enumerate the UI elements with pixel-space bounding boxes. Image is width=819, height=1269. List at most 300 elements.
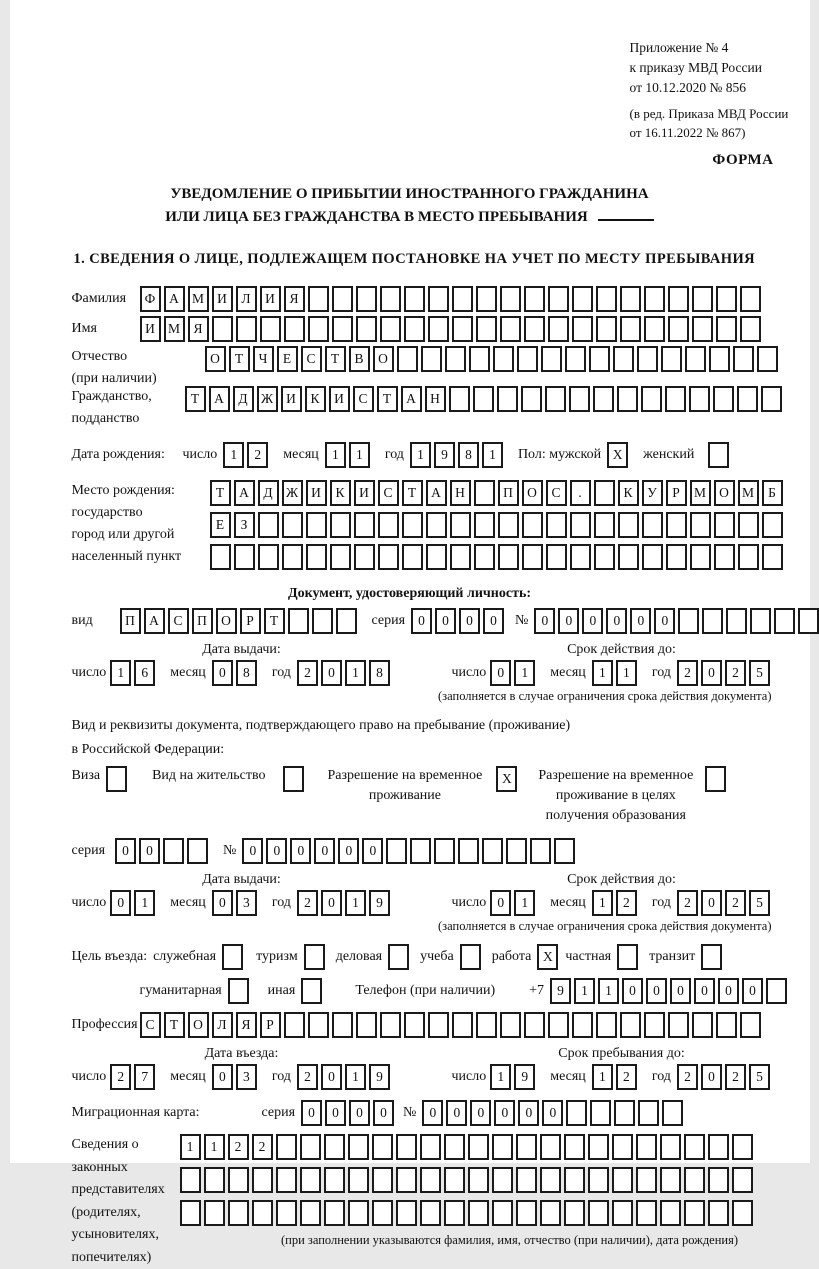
stay-month-field[interactable] bbox=[592, 1064, 640, 1090]
issue-year-field[interactable] bbox=[297, 660, 393, 686]
char-box bbox=[690, 544, 711, 570]
char-box bbox=[660, 1200, 681, 1226]
entry-date-headings bbox=[72, 1046, 810, 1062]
migration-series-label: серия bbox=[262, 1105, 296, 1121]
phone-field[interactable] bbox=[550, 978, 790, 1004]
char-box: 0 bbox=[212, 660, 233, 686]
char-box: С bbox=[301, 346, 322, 372]
char-box: 0 bbox=[558, 608, 579, 634]
residence-valid-year-label: год bbox=[652, 895, 671, 911]
char-box: Н bbox=[450, 480, 471, 506]
migration-card-label: Миграционная карта: bbox=[72, 1105, 222, 1121]
visa-checkbox[interactable] bbox=[106, 766, 127, 792]
char-box bbox=[312, 608, 333, 634]
residence-issue-year-field[interactable] bbox=[297, 890, 393, 916]
appendix-line: к приказу МВД России bbox=[630, 58, 810, 78]
char-box: 0 bbox=[742, 978, 763, 1004]
birth-place-field-row3[interactable] bbox=[210, 544, 786, 570]
char-box bbox=[284, 1012, 305, 1038]
char-box bbox=[569, 386, 590, 412]
char-box bbox=[473, 386, 494, 412]
char-box: 0 bbox=[718, 978, 739, 1004]
edu-residence-label-line3: получения образования bbox=[538, 806, 693, 826]
sex-male-checkbox[interactable]: X bbox=[607, 442, 628, 468]
char-box bbox=[620, 1012, 641, 1038]
identity-doc-heading: Документ, удостоверяющий личность: bbox=[10, 586, 810, 602]
purpose-option-transit bbox=[649, 944, 725, 970]
identity-doc-note: (заполняется в случае ограничения срока действия документа) bbox=[72, 689, 772, 704]
birth-day-label: число bbox=[183, 447, 218, 463]
char-box bbox=[732, 1134, 753, 1160]
section1-heading: 1. СВЕДЕНИЯ О ЛИЦЕ, ПОДЛЕЖАЩЕМ ПОСТАНОВКЕ НА УЧЕТ ПО МЕСТУ ПРЕБЫВАНИЯ bbox=[74, 251, 802, 268]
char-box bbox=[458, 838, 479, 864]
char-box bbox=[593, 386, 614, 412]
birth-year-field[interactable] bbox=[410, 442, 506, 468]
char-box bbox=[386, 838, 407, 864]
char-box bbox=[540, 1167, 561, 1193]
char-box bbox=[517, 346, 538, 372]
residence-valid-day-field[interactable] bbox=[490, 890, 538, 916]
residence-valid-heading: Срок действия до: bbox=[452, 872, 792, 888]
char-box: П bbox=[192, 608, 213, 634]
purpose-official-label: служебная bbox=[153, 949, 216, 965]
representatives-field-row3[interactable] bbox=[180, 1200, 790, 1226]
representatives-rows bbox=[180, 1134, 790, 1248]
purpose-humanitarian-checkbox[interactable] bbox=[228, 978, 249, 1004]
char-box bbox=[588, 1134, 609, 1160]
char-box bbox=[612, 1200, 633, 1226]
entry-day-field[interactable] bbox=[110, 1064, 158, 1090]
residence-valid-year-field[interactable] bbox=[677, 890, 773, 916]
char-box: 0 bbox=[321, 1064, 342, 1090]
char-box: 2 bbox=[297, 660, 318, 686]
surname-row bbox=[72, 286, 810, 312]
entry-month-field[interactable] bbox=[212, 1064, 260, 1090]
char-box bbox=[282, 512, 303, 538]
char-box: Д bbox=[258, 480, 279, 506]
char-box bbox=[761, 386, 782, 412]
char-box bbox=[444, 1200, 465, 1226]
appendix-line: от 10.12.2020 № 856 bbox=[630, 78, 810, 98]
char-box bbox=[410, 838, 431, 864]
edu-residence-option bbox=[538, 766, 729, 826]
char-box bbox=[380, 316, 401, 342]
char-box: 1 bbox=[598, 978, 619, 1004]
purpose-option-business bbox=[336, 944, 412, 970]
representatives-field-row1[interactable] bbox=[180, 1134, 790, 1160]
char-box bbox=[566, 1100, 587, 1126]
char-box bbox=[332, 286, 353, 312]
char-box: Я bbox=[236, 1012, 257, 1038]
valid-year-field[interactable] bbox=[677, 660, 773, 686]
char-box bbox=[614, 1100, 635, 1126]
char-box bbox=[644, 286, 665, 312]
char-box bbox=[708, 1200, 729, 1226]
char-box bbox=[260, 316, 281, 342]
char-box: 2 bbox=[725, 660, 746, 686]
char-box bbox=[516, 1167, 537, 1193]
char-box: 0 bbox=[701, 660, 722, 686]
char-box: 2 bbox=[228, 1134, 249, 1160]
char-box bbox=[212, 316, 233, 342]
char-box bbox=[740, 316, 761, 342]
stay-year-label: год bbox=[652, 1069, 671, 1085]
char-box bbox=[492, 1167, 513, 1193]
char-box bbox=[332, 316, 353, 342]
birth-place-label-city2: населенный пункт bbox=[72, 546, 210, 568]
stay-until-group bbox=[452, 1064, 773, 1090]
char-box: 1 bbox=[616, 660, 637, 686]
issue-date-heading: Дата выдачи: bbox=[72, 642, 412, 658]
char-box bbox=[692, 286, 713, 312]
char-box: Ф bbox=[140, 286, 161, 312]
char-box: 0 bbox=[373, 1100, 394, 1126]
char-box bbox=[642, 512, 663, 538]
birth-place-label-city1: город или другой bbox=[72, 524, 210, 546]
char-box bbox=[252, 1200, 273, 1226]
char-box: С bbox=[168, 608, 189, 634]
char-box bbox=[163, 838, 184, 864]
char-box: 2 bbox=[297, 890, 318, 916]
doc-series-field[interactable] bbox=[411, 608, 507, 634]
purpose-business-checkbox[interactable] bbox=[388, 944, 409, 970]
migration-number-field[interactable] bbox=[422, 1100, 686, 1126]
char-box: 5 bbox=[749, 890, 770, 916]
char-box bbox=[545, 386, 566, 412]
char-box bbox=[708, 1167, 729, 1193]
char-box bbox=[702, 608, 723, 634]
purpose-option-private bbox=[565, 944, 641, 970]
char-box: Р bbox=[260, 1012, 281, 1038]
char-box: П bbox=[120, 608, 141, 634]
char-box: С bbox=[378, 480, 399, 506]
char-box bbox=[716, 1012, 737, 1038]
char-box bbox=[733, 346, 754, 372]
residence-number-field[interactable] bbox=[242, 838, 578, 864]
char-box bbox=[228, 1200, 249, 1226]
purpose-transit-checkbox[interactable] bbox=[701, 944, 722, 970]
char-box bbox=[492, 1134, 513, 1160]
birth-place-field-row2[interactable] bbox=[210, 512, 786, 538]
char-box: 0 bbox=[483, 608, 504, 634]
char-box bbox=[620, 316, 641, 342]
char-box: П bbox=[498, 480, 519, 506]
char-box bbox=[798, 608, 819, 634]
char-box bbox=[644, 316, 665, 342]
purpose-work-label: работа bbox=[492, 949, 532, 965]
residence-issue-day-field[interactable] bbox=[110, 890, 158, 916]
migration-series-field[interactable] bbox=[301, 1100, 397, 1126]
char-box: А bbox=[144, 608, 165, 634]
char-box bbox=[210, 544, 231, 570]
doc-type-label: вид bbox=[72, 613, 120, 629]
char-box bbox=[564, 1134, 585, 1160]
char-box: 0 bbox=[606, 608, 627, 634]
char-box: 2 bbox=[725, 890, 746, 916]
char-box: И bbox=[306, 480, 327, 506]
char-box bbox=[372, 1167, 393, 1193]
entry-date-heading: Дата въезда: bbox=[72, 1046, 412, 1062]
purpose-option-tourism bbox=[256, 944, 328, 970]
char-box: 1 bbox=[514, 660, 535, 686]
representatives-field-row2[interactable] bbox=[180, 1167, 790, 1193]
doc-number-field[interactable] bbox=[534, 608, 819, 634]
char-box bbox=[380, 286, 401, 312]
purpose-business-label: деловая bbox=[336, 949, 382, 965]
purpose-official-checkbox[interactable] bbox=[222, 944, 243, 970]
purpose-option-official bbox=[153, 944, 246, 970]
char-box bbox=[428, 1012, 449, 1038]
char-box: 0 bbox=[518, 1100, 539, 1126]
char-box: 1 bbox=[482, 442, 503, 468]
representatives-label-line: попечителях) bbox=[72, 1247, 180, 1269]
char-box bbox=[450, 512, 471, 538]
char-box bbox=[180, 1167, 201, 1193]
patronymic-field[interactable] bbox=[205, 346, 781, 372]
char-box bbox=[492, 1200, 513, 1226]
char-box bbox=[306, 512, 327, 538]
char-box bbox=[684, 1200, 705, 1226]
residence-permit-label: Вид на жительство bbox=[152, 766, 265, 786]
char-box bbox=[474, 544, 495, 570]
residence-permit-checkbox[interactable] bbox=[283, 766, 304, 792]
char-box bbox=[426, 544, 447, 570]
residence-series-label: серия bbox=[72, 843, 106, 859]
char-box: 8 bbox=[458, 442, 479, 468]
residence-series-field[interactable] bbox=[115, 838, 211, 864]
entry-year-label: год bbox=[272, 1069, 291, 1085]
doc-type-field[interactable] bbox=[120, 608, 360, 634]
sex-female-checkbox[interactable] bbox=[708, 442, 729, 468]
char-box bbox=[594, 544, 615, 570]
char-box: Р bbox=[666, 480, 687, 506]
char-box: А bbox=[209, 386, 230, 412]
char-box bbox=[397, 346, 418, 372]
birth-month-field[interactable] bbox=[325, 442, 373, 468]
valid-month-field[interactable] bbox=[592, 660, 640, 686]
residence-issue-year-label: год bbox=[272, 895, 291, 911]
issue-day-field[interactable] bbox=[110, 660, 158, 686]
char-box: 1 bbox=[345, 1064, 366, 1090]
char-box bbox=[644, 1012, 665, 1038]
char-box: 0 bbox=[630, 608, 651, 634]
char-box bbox=[524, 286, 545, 312]
representatives-label bbox=[72, 1134, 180, 1269]
char-box bbox=[308, 316, 329, 342]
purpose-tourism-checkbox[interactable] bbox=[304, 944, 325, 970]
temp-residence-label-line1: Разрешение на временное bbox=[327, 766, 482, 786]
valid-month-label: месяц bbox=[550, 665, 586, 681]
char-box bbox=[668, 1012, 689, 1038]
issue-day-label: число bbox=[72, 665, 107, 681]
char-box: Ч bbox=[253, 346, 274, 372]
stay-until-heading: Срок пребывания до: bbox=[452, 1046, 792, 1062]
char-box bbox=[468, 1134, 489, 1160]
char-box: 1 bbox=[574, 978, 595, 1004]
representatives-label-line: (родителях, bbox=[72, 1202, 180, 1225]
char-box bbox=[565, 346, 586, 372]
char-box: 0 bbox=[622, 978, 643, 1004]
form-page bbox=[10, 0, 810, 1163]
valid-until-group bbox=[452, 660, 773, 686]
char-box bbox=[187, 838, 208, 864]
citizenship-field[interactable] bbox=[185, 386, 785, 412]
char-box bbox=[572, 1012, 593, 1038]
char-box bbox=[498, 544, 519, 570]
valid-day-field[interactable] bbox=[490, 660, 538, 686]
char-box bbox=[402, 544, 423, 570]
valid-day-label: число bbox=[452, 665, 487, 681]
char-box: О bbox=[373, 346, 394, 372]
char-box: 0 bbox=[534, 608, 555, 634]
char-box: Н bbox=[425, 386, 446, 412]
char-box: 0 bbox=[459, 608, 480, 634]
char-box bbox=[258, 512, 279, 538]
birth-place-field-row1[interactable] bbox=[210, 480, 786, 506]
visa-option bbox=[72, 766, 131, 792]
char-box: 8 bbox=[236, 660, 257, 686]
char-box: Я bbox=[188, 316, 209, 342]
edu-residence-label bbox=[538, 766, 693, 826]
char-box: 1 bbox=[134, 890, 155, 916]
char-box bbox=[524, 1012, 545, 1038]
char-box: В bbox=[349, 346, 370, 372]
issue-month-field[interactable] bbox=[212, 660, 260, 686]
surname-field[interactable] bbox=[140, 286, 764, 312]
residence-number-label: № bbox=[223, 843, 236, 859]
char-box bbox=[284, 316, 305, 342]
char-box bbox=[378, 512, 399, 538]
char-box: 0 bbox=[701, 1064, 722, 1090]
given-name-row bbox=[72, 316, 810, 342]
char-box bbox=[660, 1167, 681, 1193]
char-box: 6 bbox=[134, 660, 155, 686]
residence-doc-intro bbox=[72, 714, 810, 762]
char-box: А bbox=[426, 480, 447, 506]
purpose-study-checkbox[interactable] bbox=[460, 944, 481, 970]
char-box bbox=[665, 386, 686, 412]
entry-day-label: число bbox=[72, 1069, 107, 1085]
residence-doc-series-row bbox=[72, 838, 810, 864]
char-box bbox=[660, 1134, 681, 1160]
residence-doc-note: (заполняется в случае ограничения срока действия документа) bbox=[72, 919, 772, 934]
char-box bbox=[474, 480, 495, 506]
purpose-other-checkbox[interactable] bbox=[301, 978, 322, 1004]
purpose-study-label: учеба bbox=[420, 949, 454, 965]
edu-residence-label-line1: Разрешение на временное bbox=[538, 766, 693, 786]
char-box bbox=[434, 838, 455, 864]
purpose-work-checkbox[interactable]: X bbox=[537, 944, 558, 970]
char-box bbox=[356, 286, 377, 312]
citizenship-label-line1: Гражданство, bbox=[72, 386, 185, 408]
char-box: Т bbox=[229, 346, 250, 372]
residence-valid-month-field[interactable] bbox=[592, 890, 640, 916]
birth-day-field[interactable] bbox=[223, 442, 271, 468]
char-box bbox=[596, 286, 617, 312]
char-box bbox=[530, 838, 551, 864]
phone-prefix: +7 bbox=[529, 983, 544, 999]
char-box: И bbox=[260, 286, 281, 312]
purpose-option-other bbox=[268, 978, 326, 1004]
char-box bbox=[372, 1200, 393, 1226]
char-box bbox=[684, 1167, 705, 1193]
char-box: С bbox=[140, 1012, 161, 1038]
stay-day-field[interactable] bbox=[490, 1064, 538, 1090]
char-box bbox=[452, 286, 473, 312]
char-box bbox=[336, 608, 357, 634]
char-box: 2 bbox=[677, 890, 698, 916]
char-box: И bbox=[281, 386, 302, 412]
char-box: 0 bbox=[321, 660, 342, 686]
char-box: М bbox=[690, 480, 711, 506]
birth-date-row bbox=[72, 442, 810, 468]
char-box: 5 bbox=[749, 660, 770, 686]
given-name-field[interactable] bbox=[140, 316, 764, 342]
issue-year-label: год bbox=[272, 665, 291, 681]
char-box: 9 bbox=[434, 442, 455, 468]
residence-issue-month-field[interactable] bbox=[212, 890, 260, 916]
char-box: 0 bbox=[139, 838, 160, 864]
profession-field[interactable] bbox=[140, 1012, 764, 1038]
char-box: О bbox=[714, 480, 735, 506]
char-box bbox=[548, 286, 569, 312]
purpose-row bbox=[72, 944, 810, 970]
char-box bbox=[474, 512, 495, 538]
char-box: Е bbox=[277, 346, 298, 372]
char-box: С bbox=[353, 386, 374, 412]
char-box: О bbox=[205, 346, 226, 372]
char-box: 0 bbox=[422, 1100, 443, 1126]
char-box: 2 bbox=[247, 442, 268, 468]
stay-year-field[interactable] bbox=[677, 1064, 773, 1090]
char-box bbox=[476, 1012, 497, 1038]
char-box bbox=[668, 316, 689, 342]
appendix-revision-line: от 16.11.2022 № 867) bbox=[630, 123, 810, 142]
char-box bbox=[548, 316, 569, 342]
char-box bbox=[372, 1134, 393, 1160]
char-box: Т bbox=[185, 386, 206, 412]
representatives-label-line: Сведения о bbox=[72, 1134, 180, 1157]
appendix-line: Приложение № 4 bbox=[630, 38, 810, 58]
patronymic-row bbox=[72, 346, 810, 390]
char-box: К bbox=[330, 480, 351, 506]
residence-doc-date-headings bbox=[72, 872, 810, 888]
char-box: 2 bbox=[616, 890, 637, 916]
char-box bbox=[404, 316, 425, 342]
char-box bbox=[308, 1012, 329, 1038]
entry-year-field[interactable] bbox=[297, 1064, 393, 1090]
temp-residence-checkbox[interactable]: X bbox=[496, 766, 517, 792]
char-box bbox=[661, 346, 682, 372]
char-box bbox=[228, 1167, 249, 1193]
representatives-block bbox=[72, 1134, 810, 1269]
entry-dates bbox=[72, 1064, 810, 1090]
char-box bbox=[308, 286, 329, 312]
char-box bbox=[564, 1200, 585, 1226]
char-box: Т bbox=[325, 346, 346, 372]
purpose-private-checkbox[interactable] bbox=[617, 944, 638, 970]
char-box: З bbox=[234, 512, 255, 538]
representatives-label-line: представителях bbox=[72, 1179, 180, 1202]
char-box bbox=[180, 1200, 201, 1226]
char-box: К bbox=[305, 386, 326, 412]
edu-residence-checkbox[interactable] bbox=[705, 766, 726, 792]
char-box bbox=[590, 1100, 611, 1126]
char-box: 1 bbox=[325, 442, 346, 468]
char-box bbox=[546, 512, 567, 538]
char-box bbox=[300, 1200, 321, 1226]
char-box: Е bbox=[210, 512, 231, 538]
